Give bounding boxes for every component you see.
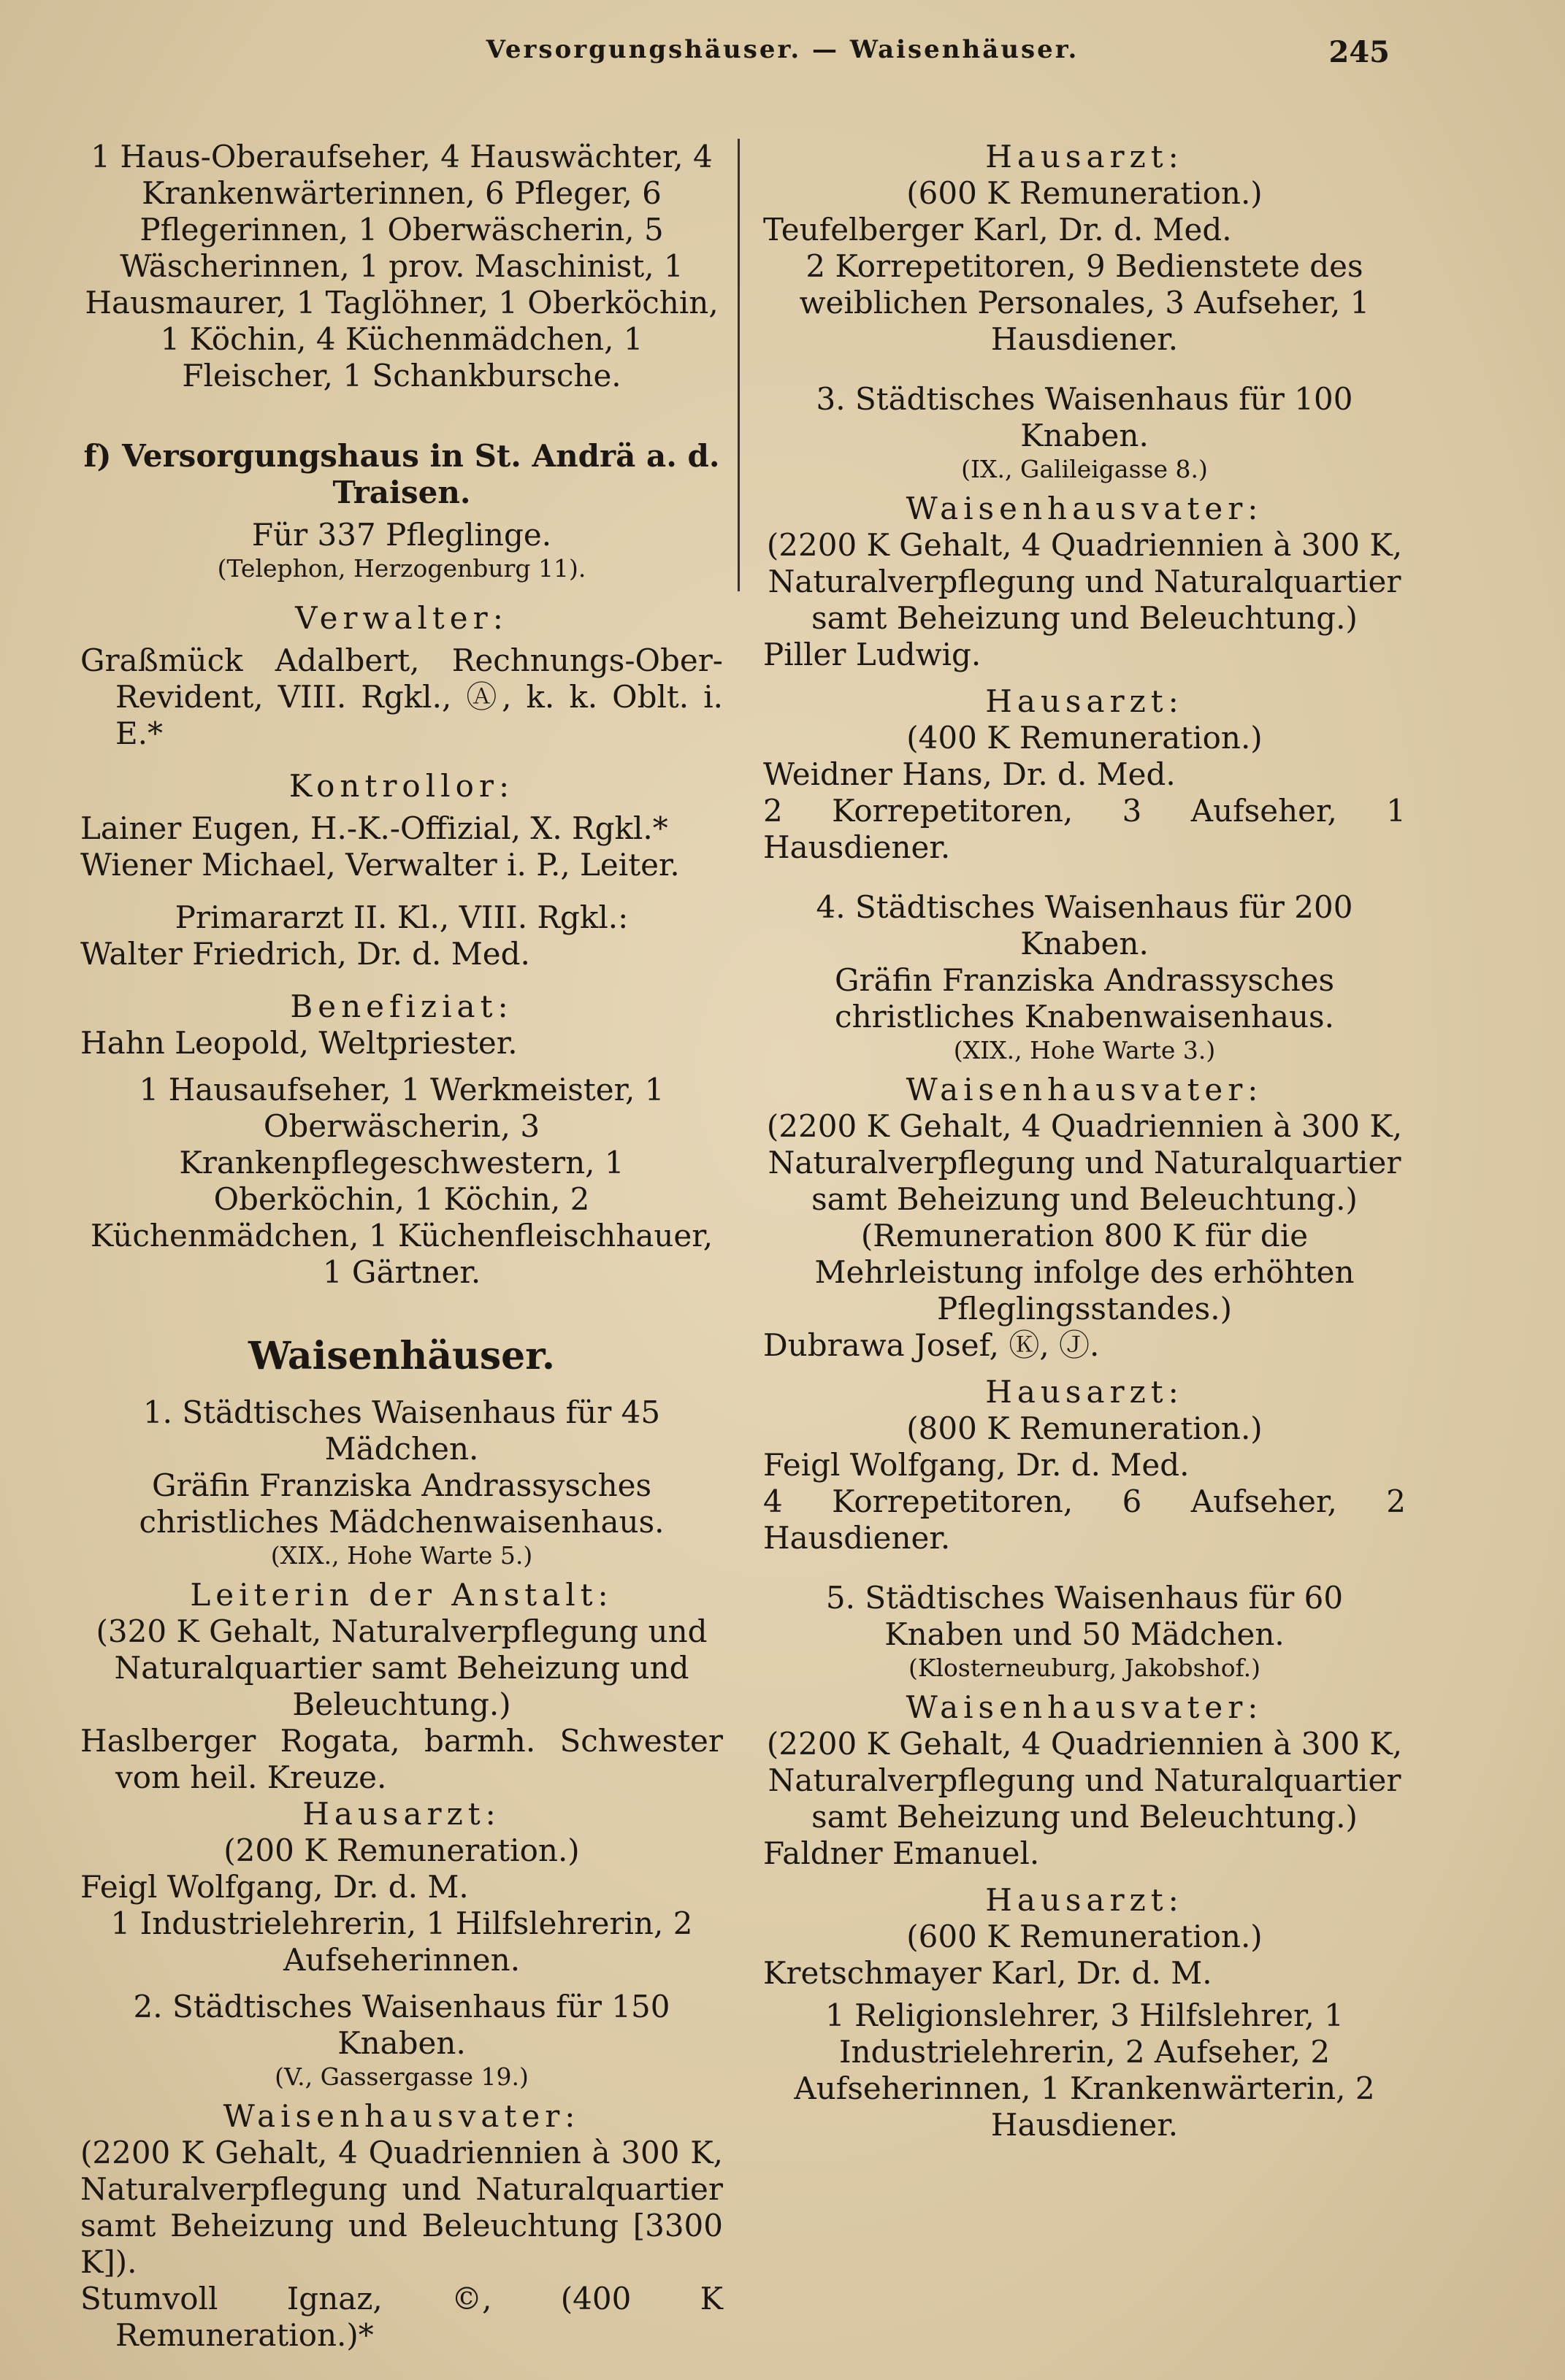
- person-entry: Wiener Michael, Verwalter i. P., Leiter.: [80, 847, 680, 883]
- orphanage-title: 3. Städtisches Waisenhaus für 100 Knaben.: [816, 381, 1353, 453]
- role-heading-hausarzt: Hausarzt:: [302, 1796, 501, 1832]
- person-entry: Haslberger Rogata, barmh. Schwester vom heil. Kreuze.: [80, 1723, 723, 1795]
- address-line: (XIX., Hohe Warte 3.): [953, 1036, 1216, 1064]
- address-line: (V., Gassergasse 19.): [275, 2062, 529, 2091]
- role-heading-hausarzt: Hausarzt:: [985, 1374, 1184, 1410]
- running-head: [0, 35, 1565, 79]
- phone-line: (Telephon, Herzogenburg 11).: [217, 554, 586, 583]
- running-title: Versorgungshäuser. — Waisenhäuser.: [486, 35, 1079, 64]
- person-entry: Dubrawa Josef, Ⓚ, Ⓙ.: [763, 1327, 1100, 1363]
- staff-list: 1 Industrielehrerin, 1 Hilfslehrerin, 2 Aufseherinnen.: [110, 1905, 693, 1978]
- orphanage-subtitle: Gräfin Franziska Andrassysches christliches Mädchenwaisenhaus.: [139, 1467, 665, 1540]
- person-entry: Feigl Wolfgang, Dr. d. Med.: [763, 1447, 1190, 1483]
- pay-line: (Remuneration 800 K für die Mehrleistung infolge des erhöhten Pfleglingsstandes.): [814, 1218, 1355, 1327]
- staff-list: 1 Hausaufseher, 1 Werkmeister, 1 Oberwäscherin, 3 Krankenpflegeschwestern, 1 Oberköchin, 1 Köchin, 2 Küchenmädchen, 1 Küchenfleischhauer, 1 Gärtner.: [90, 1072, 713, 1290]
- pay-line: (2200 K Gehalt, 4 Quadriennien à 300 K, Naturalverpflegung und Naturalquartier samt Beheizung und Beleuchtung.): [766, 1108, 1403, 1217]
- page-number: 245: [1328, 35, 1390, 69]
- pay-line: (600 K Remuneration.): [906, 175, 1263, 211]
- pay-line: (2200 K Gehalt, 4 Quadriennien à 300 K, Naturalverpflegung und Naturalquartier samt Beheizung und Beleuchtung.): [766, 527, 1403, 636]
- capacity-line: Für 337 Pfleglinge.: [251, 517, 552, 553]
- role-heading-verwalter: Verwalter:: [295, 600, 508, 636]
- pay-line: (2200 K Gehalt, 4 Quadriennien à 300 K, Naturalverpflegung und Naturalquartier samt Beheizung und Beleuchtung.): [766, 1726, 1403, 1835]
- left-column: [80, 139, 723, 2354]
- pay-line: (2200 K Gehalt, 4 Quadriennien à 300 K, Naturalverpflegung und Naturalquartier samt Beheizung und Beleuchtung [3300 K]).: [80, 2135, 723, 2280]
- person-entry: Stumvoll Ignaz, ©, (400 K Remuneration.)*: [80, 2281, 723, 2353]
- pay-line: (600 K Remuneration.): [906, 1919, 1263, 1954]
- person-entry: Kretschmayer Karl, Dr. d. M.: [763, 1955, 1212, 1991]
- person-entry: Graßmück Adalbert, Rechnungs-Ober-Revident, VIII. Rgkl., Ⓐ, k. k. Oblt. i. E.*: [80, 642, 723, 751]
- person-entry: Hahn Leopold, Weltpriester.: [80, 1025, 518, 1061]
- staff-list: 1 Haus-Oberaufseher, 4 Hauswächter, 4 Krankenwärterinnen, 6 Pfleger, 6 Pflegerinnen, 1 Oberwäscherin, 5 Wäscherinnen, 1 prov. Maschinist, 1 Hausmaurer, 1 Taglöhner, 1 Oberköchin, 1 Köchin, 4 Küchenmädchen, 1 Fleischer, 1 Schankbursche.: [85, 139, 719, 394]
- staff-list: 2 Korrepetitoren, 3 Aufseher, 1 Hausdiener.: [763, 793, 1406, 865]
- person-entry: Weidner Hans, Dr. d. Med.: [763, 756, 1176, 792]
- person-entry: Teufelberger Karl, Dr. d. Med.: [763, 212, 1232, 247]
- person-entry: Faldner Emanuel.: [763, 1835, 1040, 1871]
- role-heading-leiterin: Leiterin der Anstalt:: [190, 1577, 613, 1613]
- role-heading-hausarzt: Hausarzt:: [985, 139, 1184, 174]
- staff-list: 4 Korrepetitoren, 6 Aufseher, 2 Hausdiener.: [763, 1483, 1406, 1556]
- role-heading-waisenhausvater: Waisenhausvater:: [906, 1689, 1263, 1725]
- orphanage-title: 4. Städtisches Waisenhaus für 200 Knaben.: [816, 889, 1353, 961]
- orphanage-title: 5. Städtisches Waisenhaus für 60 Knaben und 50 Mädchen.: [825, 1580, 1344, 1652]
- role-heading-waisenhausvater: Waisenhausvater:: [906, 491, 1263, 526]
- right-column: [763, 139, 1406, 2143]
- orphanage-title: 1. Städtisches Waisenhaus für 45 Mädchen.: [142, 1394, 661, 1467]
- role-heading-waisenhausvater: Waisenhausvater:: [223, 2098, 581, 2134]
- orphanage-subtitle: Gräfin Franziska Andrassysches christliches Knabenwaisenhaus.: [834, 962, 1335, 1034]
- role-heading-primararzt: Primararzt II. Kl., VIII. Rgkl.:: [175, 899, 629, 935]
- person-entry: Lainer Eugen, H.-K.-Offizial, X. Rgkl.*: [80, 810, 668, 846]
- pay-line: (320 K Gehalt, Naturalverpflegung und Naturalquartier samt Beheizung und Beleuchtung.): [96, 1613, 708, 1722]
- address-line: (Klosterneuburg, Jakobshof.): [908, 1654, 1261, 1682]
- staff-list: 2 Korrepetitoren, 9 Bedienstete des weiblichen Personales, 3 Aufseher, 1 Hausdiener.: [799, 248, 1370, 357]
- role-heading-hausarzt: Hausarzt:: [985, 683, 1184, 719]
- pay-line: (400 K Remuneration.): [906, 720, 1263, 756]
- column-divider: [738, 139, 740, 591]
- pay-line: (800 K Remuneration.): [906, 1410, 1263, 1446]
- staff-list: 1 Religionslehrer, 3 Hilfslehrer, 1 Industrielehrerin, 2 Aufseher, 2 Aufseherinnen, 1 Krankenwärterin, 2 Hausdiener.: [794, 1997, 1375, 2143]
- address-line: (IX., Galileigasse 8.): [961, 455, 1208, 483]
- role-heading-benefiziat: Benefiziat:: [290, 989, 513, 1024]
- section-title: Waisenhäuser.: [248, 1334, 555, 1378]
- orphanage-title: 2. Städtisches Waisenhaus für 150 Knaben.: [133, 1989, 670, 2061]
- person-entry: Piller Ludwig.: [763, 637, 982, 672]
- role-heading-waisenhausvater: Waisenhausvater:: [906, 1072, 1263, 1108]
- person-entry: Walter Friedrich, Dr. d. Med.: [80, 936, 530, 972]
- address-line: (XIX., Hohe Warte 5.): [270, 1541, 533, 1570]
- role-heading-hausarzt: Hausarzt:: [985, 1882, 1184, 1918]
- pay-line: (200 K Remuneration.): [223, 1832, 580, 1868]
- person-entry: Feigl Wolfgang, Dr. d. M.: [80, 1869, 469, 1905]
- section-heading-f: f) Versorgungshaus in St. Andrä a. d. Traisen.: [83, 438, 720, 510]
- role-heading-kontrollor: Kontrollor:: [288, 768, 515, 804]
